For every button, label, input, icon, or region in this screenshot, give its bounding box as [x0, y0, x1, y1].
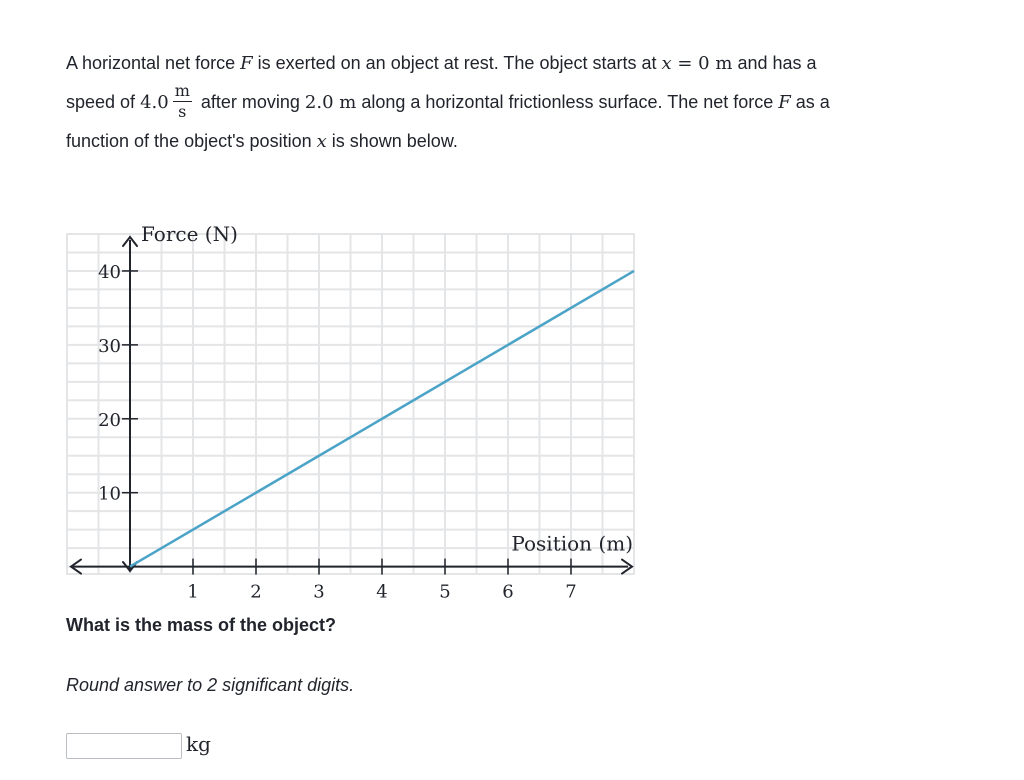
fraction-denominator: s — [178, 101, 187, 121]
fraction-numerator: m — [174, 80, 190, 100]
meter-unit: m — [333, 92, 357, 113]
y-tick-label: 30 — [98, 335, 121, 357]
speed-value: 4.0 — [140, 92, 169, 113]
start-position-value: = 0 — [671, 53, 710, 74]
chart-grid — [67, 234, 634, 574]
answer-input[interactable] — [66, 733, 182, 759]
y-axis-label: Force (N) — [141, 222, 238, 246]
x-tick-label: 4 — [376, 581, 388, 603]
x-tick-label: 6 — [502, 581, 514, 603]
problem-text: and has a — [732, 53, 817, 73]
rounding-hint: Round answer to 2 significant digits. — [66, 675, 355, 695]
position-variable: x — [661, 53, 672, 74]
force-variable: F — [778, 92, 791, 113]
meter-unit: m — [709, 53, 733, 74]
x-tick-label: 3 — [313, 581, 325, 603]
problem-text: after moving — [195, 92, 305, 112]
y-tick-label: 20 — [98, 409, 121, 431]
problem-text: A horizontal net force — [66, 53, 241, 73]
position-variable: x — [316, 131, 327, 152]
distance-value: 2.0 — [304, 92, 334, 113]
y-tick-label: 10 — [98, 483, 121, 505]
problem-text: along a horizontal frictionless surface. The net force — [356, 92, 779, 112]
problem-text: function of the object's position — [66, 131, 317, 151]
x-axis-label: Position (m) — [511, 531, 633, 556]
answer-unit: kg — [186, 732, 211, 756]
x-tick-label: 5 — [439, 581, 451, 603]
x-tick-label: 1 — [187, 581, 199, 603]
problem-text: as a — [790, 92, 830, 112]
chart-labels — [98, 222, 633, 603]
force-variable: F — [240, 53, 253, 74]
problem-text: is shown below. — [326, 131, 458, 151]
x-tick-label: 7 — [565, 581, 577, 603]
problem-text: speed of — [66, 92, 141, 112]
problem-text: is exerted on an object at rest. The object starts at — [252, 53, 662, 73]
question-text: What is the mass of the object? — [66, 615, 337, 635]
x-tick-label: 2 — [250, 581, 262, 603]
y-tick-label: 40 — [98, 261, 121, 283]
